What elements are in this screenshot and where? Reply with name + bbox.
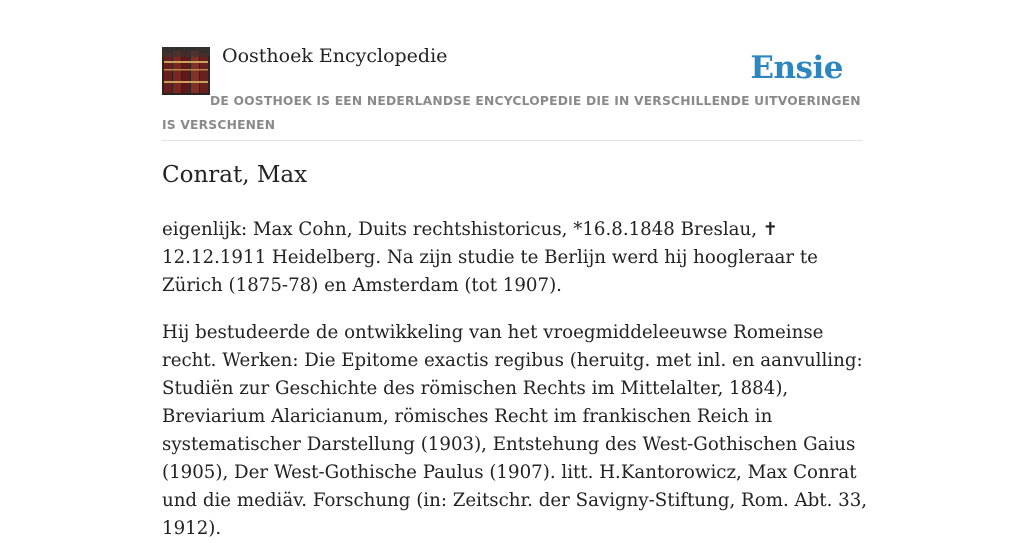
article-title: Conrat, Max: [162, 162, 308, 188]
brand-logo[interactable]: Ensie: [750, 50, 843, 86]
article-paragraph-1: eigenlijk: Max Cohn, Duits rechtshistoricus, *16.8.1848 Breslau, ✝ 12.12.1911 Heidelberg. Na zijn studie te Berlijn werd hij hoogleraar te Zürich (1875-78) en Amsterdam (tot 1907).: [162, 219, 818, 296]
site-tagline: DE OOSTHOEK IS EEN NEDERLANDSE ENCYCLOPEDIE DIE IN VERSCHILLENDE UITVOERINGEN IS VERSCHENEN: [162, 94, 861, 132]
article-paragraph-2: Hij bestudeerde de ontwikkeling van het vroegmiddeleeuwse Romeinse recht. Werken: Die Epitome exactis regibus (heruitg. met inl. en aanvulling: Studiën zur Geschichte des römischen Rechts im Mittelalter, 1884), Breviarium Alaricianum, römisches Recht im frankischen Reich in systematischer Darstellung (1903), Entstehung des West-Gothischen Gaius (1905), Der West-Gothische Paulus (1907). litt. H.Kantorowicz, Max Conrat und die mediäv. Forschung (in: Zeitschr. der Savigny-Stiftung, Rom. Abt. 33, 1912).: [162, 322, 868, 539]
content-container: [162, 0, 868, 539]
encyclopedia-books-icon: [162, 47, 210, 95]
site-title[interactable]: Oosthoek Encyclopedie: [222, 45, 448, 67]
avatar[interactable]: [162, 47, 210, 95]
site-header: [162, 0, 862, 141]
